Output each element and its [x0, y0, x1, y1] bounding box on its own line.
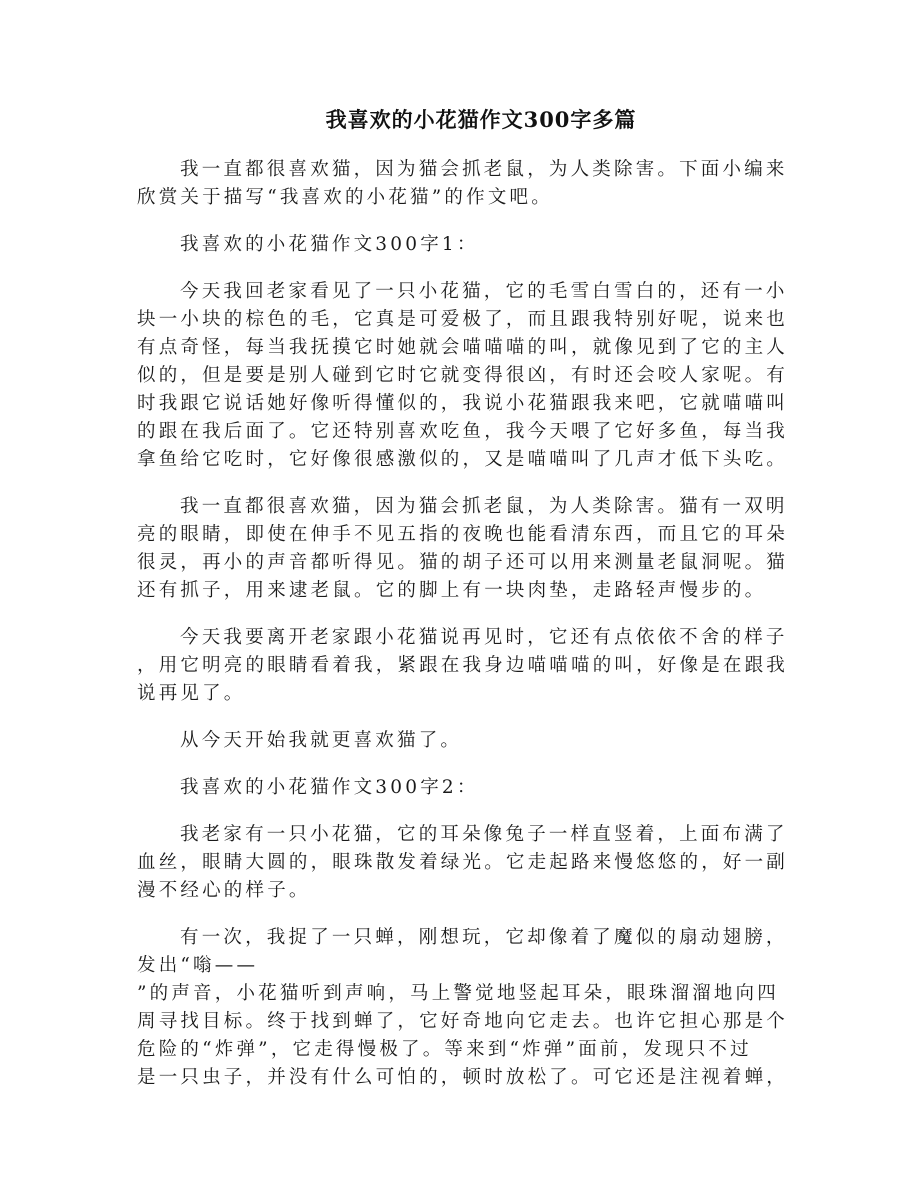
- paragraph-intro: [137, 156, 788, 212]
- text-line: 有一次，我捉了一只蝉，刚想玩，它却像着了魔似的扇动翅膀，: [180, 927, 788, 948]
- text-line: 今天我要离开老家跟小花猫说再见时，它还有点依依不舍的样子: [180, 627, 788, 648]
- text-line: 我老家有一只小花猫，它的耳朵像兔子一样直竖着，上面布满了: [180, 824, 788, 845]
- text-line: 漫不经心的样子。: [137, 880, 311, 901]
- text-line: 我一直都很喜欢猫，因为猫会抓老鼠，为人类除害。下面小编来: [180, 159, 788, 180]
- document-title: 我喜欢的小花猫作文300字多篇: [325, 107, 637, 132]
- text-line: 的跟在我后面了。它还特别喜欢吃鱼，我今天喂了它好多鱼，每当我: [137, 421, 789, 442]
- paragraph: [137, 624, 789, 708]
- paragraph: [137, 821, 789, 905]
- paragraph: [137, 278, 789, 474]
- text-line: 很灵，再小的声音都听得见。猫的胡子还可以用来测量老鼠洞呢。猫: [137, 552, 789, 573]
- section-heading-2: [137, 774, 777, 802]
- text-line: 我喜欢的小花猫作文300字2：: [180, 777, 479, 798]
- document-body: [137, 156, 789, 1111]
- text-line: 说再见了。: [137, 683, 246, 704]
- text-line: 块一小块的棕色的毛，它真是可爱极了，而且跟我特别好呢，说来也: [137, 309, 789, 330]
- text-line: 时我跟它说话她好像听得懂似的，我说小花猫跟我来吧，它就喵喵叫: [137, 393, 789, 414]
- text-line: 周寻找目标。终于找到蝉了，它好奇地向它走去。也许它担心那是个: [137, 1011, 789, 1032]
- paragraph: [137, 727, 777, 755]
- paragraph: [137, 924, 789, 1092]
- text-line: 从今天开始我就更喜欢猫了。: [180, 730, 463, 751]
- text-line: 我一直都很喜欢猫，因为猫会抓老鼠，为人类除害。猫有一双明: [180, 496, 788, 517]
- text-line: 亮的眼睛，即使在伸手不见五指的夜晚也能看清东西，而且它的耳朵: [137, 524, 789, 545]
- text-line: 危险的“炸弹”，它走得慢极了。等来到“炸弹”面前，发现只不过: [137, 1039, 752, 1060]
- text-line: 还有抓子，用来逮老鼠。它的脚上有一块肉垫，走路轻声慢步的。: [137, 580, 767, 601]
- text-line: 是一只虫子，并没有什么可怕的，顿时放松了。可它还是注视着蝉，: [137, 1067, 789, 1088]
- text-line: ，用它明亮的眼睛看着我，紧跟在我身边喵喵喵的叫，好像是在跟我: [137, 655, 789, 676]
- text-line: ”的声音，小花猫听到声响，马上警觉地竖起耳朵，眼珠溜溜地向四: [137, 983, 779, 1004]
- paragraph: [137, 493, 789, 605]
- text-line: 欣赏关于描写“我喜欢的小花猫”的作文吧。: [137, 187, 553, 208]
- section-heading-1: [137, 231, 777, 259]
- text-line: 发出“嗡——: [137, 955, 259, 976]
- text-line: 似的，但是要是别人碰到它时它就变得很凶，有时还会咬人家呢。有: [137, 365, 789, 386]
- text-line: 有点奇怪，每当我抚摸它时她就会喵喵喵的叫，就像见到了它的主人: [137, 337, 789, 358]
- text-line: 我喜欢的小花猫作文300字1：: [180, 234, 479, 255]
- text-line: 拿鱼给它吃时，它好像很感激似的，又是喵喵叫了几声才低下头吃。: [137, 449, 789, 470]
- text-line: 血丝，眼睛大圆的，眼珠散发着绿光。它走起路来慢悠悠的，好一副: [137, 852, 789, 873]
- text-line: 今天我回老家看见了一只小花猫，它的毛雪白雪白的，还有一小: [180, 281, 788, 302]
